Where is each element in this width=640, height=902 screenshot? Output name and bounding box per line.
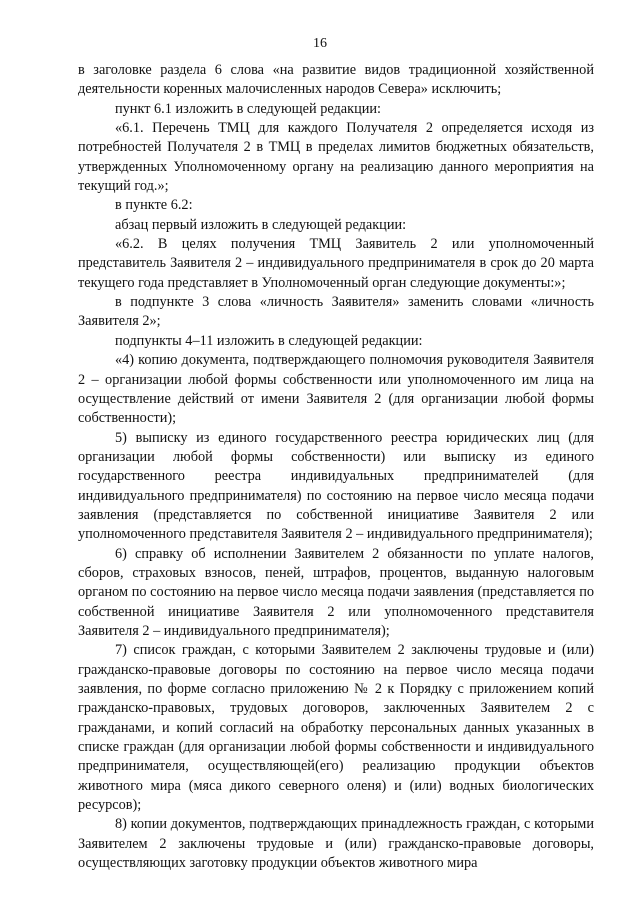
document-body: [78, 61, 594, 873]
paragraph-clause-6-1-intro: пункт 6.1 изложить в следующей редакции:: [115, 100, 382, 117]
paragraph-subclauses-4-11-intro: подпункты 4–11 изложить в следующей редакции:: [115, 332, 423, 349]
paragraph-section-6-heading-amendment: в заголовке раздела 6 слова «на развитие видов традиционной хозяйственной деятельности коренных малочисленных народов Севера» исключить;: [78, 62, 594, 98]
paragraph-clause-6-1-text: «6.1. Перечень ТМЦ для каждого Получателя 2 определяется исходя из потребностей Получателя 2 в ТМЦ в пределах лимитов бюджетных обязательств, утвержденных Уполномоченному органу на реализацию данного мероприятия на текущий год.»;: [78, 120, 594, 195]
paragraph-clause-6-2-intro: в пункте 6.2:: [115, 197, 193, 214]
paragraph-clause-6-2-text: «6.2. В целях получения ТМЦ Заявитель 2 или уполномоченный представитель Заявителя 2 – индивидуального предпринимателя в срок до 20 марта текущего года представляет в Уполномоченный орган следующие документы:»;: [78, 236, 594, 291]
page-number: 16: [313, 36, 327, 51]
paragraph-subclause-4: «4) копию документа, подтверждающего полномочия руководителя Заявителя 2 – организации любой формы собственности или уполномоченного им лица на осуществление действий от имени Заявителя 2 (для организации любой формы собственности);: [78, 352, 594, 427]
paragraph-subclause-3-amendment: в подпункте 3 слова «личность Заявителя» заменить словами «личность Заявителя 2»;: [78, 294, 594, 330]
paragraph-subclause-6: 6) справку об исполнении Заявителем 2 обязанности по уплате налогов, сборов, страховых взносов, пеней, штрафов, процентов, выданную налоговым органом по состоянию на первое число месяца подачи заявления (представляется по собственной инициативе Заявителя 2 или уполномоченного представителя Заявителя 2 – индивидуального предпринимателя);: [78, 545, 594, 639]
paragraph-subclause-8: 8) копии документов, подтверждающих принадлежность граждан, с которыми Заявителем 2 заключены трудовые и (или) гражданско-правовые договоры, осуществляющих заготовку продукции объектов животного мира: [78, 816, 594, 872]
paragraph-first-abzac-intro: абзац первый изложить в следующей редакции:: [115, 216, 407, 233]
paragraph-subclause-7: 7) список граждан, с которыми Заявителем 2 заключены трудовые и (или) гражданско-правовые договоры по состоянию на первое число месяца подачи заявления, по форме согласно приложению № 2 к Порядку с приложением копий гражданско-правовых, трудовых договоров, заключенных Заявителем 2 с гражданами, и копий согласий на обработку персональных данных указанных в списке граждан (для организации любой формы собственности и индивидуального предпринимателя, осуществляющей(его) реализацию продукции объектов животного мира (мяса дикого северного оленя) и (или) водных биологических ресурсов);: [78, 642, 594, 814]
paragraph-subclause-5: 5) выписку из единого государственного реестра юридических лиц (для организации любой формы собственности) или выписку из единого государственного реестра индивидуальных предпринимателей (для индивидуального предпринимателя) по состоянию на первое число месяца подачи заявления (представляется по собственной инициативе Заявителя 2 или уполномоченного представителя Заявителя 2 – индивидуального предпринимателя);: [78, 429, 594, 543]
